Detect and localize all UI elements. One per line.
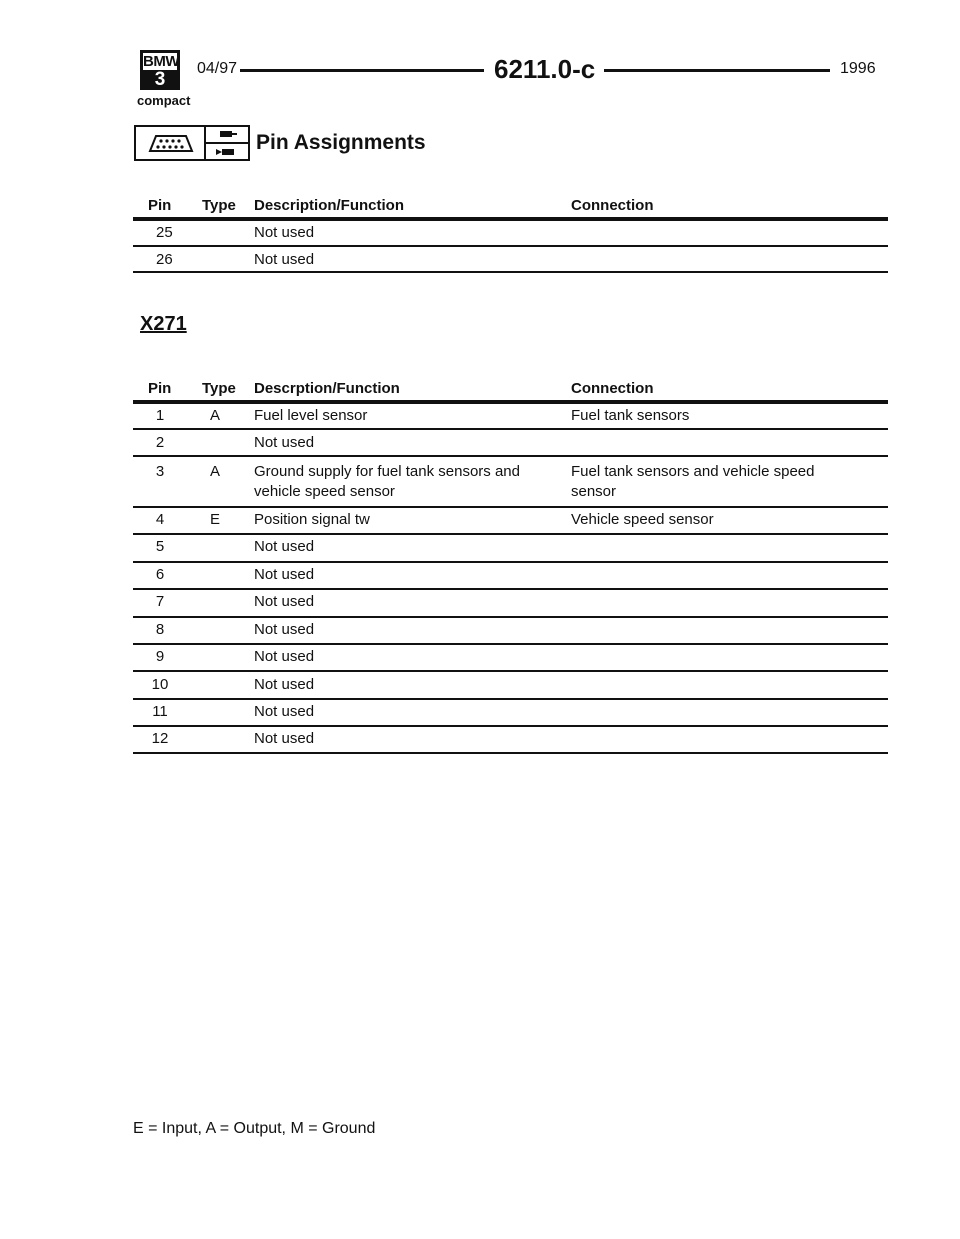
table2-row-rule [133,698,888,700]
header-rule-left [240,69,484,72]
table2-row9-description: Not used [254,648,315,665]
connector-label: X271 [140,313,187,335]
table2-row1-connection: Fuel tank sensors [571,407,690,424]
table2-row6-description: Not used [254,566,315,583]
table1-header-rule [133,217,888,221]
table1-header-type: Type [202,197,236,214]
table2-row4-connection: Vehicle speed sensor [571,511,714,528]
table2-row3-type: A [209,463,220,480]
table2-row-rule [133,643,888,645]
header-date: 04/97 [197,60,238,77]
table2-row-rule [133,752,888,754]
table2-row10-description: Not used [254,676,315,693]
table2-row-rule [133,670,888,672]
table1-row-rule [133,271,888,273]
bmw-3-logo [140,50,180,90]
table2-row6-pin: 6 [155,566,165,583]
header-year: 1996 [840,60,876,77]
pin-connector-icon [206,125,250,161]
table2-row1-description: Fuel level sensor [254,407,368,424]
table2-row-rule [133,533,888,535]
table2-row12-pin: 12 [151,730,169,747]
table1-header-description: Description/Function [254,197,404,214]
table2-row1-pin: 1 [155,407,165,424]
table2-row9-pin: 9 [155,648,165,665]
table2-row2-pin: 2 [155,434,165,451]
table2-row7-description: Not used [254,593,315,610]
document-code: 6211.0-c [494,54,596,84]
table2-header-rule [133,400,888,404]
table2-row-rule [133,725,888,727]
table1-row2-pin: 26 [156,251,173,268]
table2-header-pin: Pin [148,380,172,397]
table2-row11-pin: 11 [152,703,168,720]
table2-row2-description: Not used [254,434,315,451]
table2-row3-description-line2: vehicle speed sensor [254,483,395,500]
table1-header-pin: Pin [148,197,172,214]
table2-row3-connection-line2: sensor [571,483,617,500]
table1-header-connection: Connection [571,197,654,214]
table2-row4-type: E [209,511,220,528]
table2-row-rule [133,455,888,457]
table2-row3-pin: 3 [155,463,165,480]
page-title: Pin Assignments [256,131,426,154]
table1-row-rule [133,245,888,247]
table2-row12-description: Not used [254,730,315,747]
table2-row4-description: Position signal tw [254,511,370,528]
table2-row3-connection-line1: Fuel tank sensors and vehicle speed [571,463,815,480]
table2-row10-pin: 10 [151,676,169,693]
table2-row5-description: Not used [254,538,315,555]
table2-row8-pin: 8 [155,621,165,638]
header-rule-right [604,69,830,72]
table2-header-connection: Connection [571,380,654,397]
table2-row-rule [133,428,888,430]
table2-row1-type: A [209,407,220,424]
table1-row1-description: Not used [254,224,315,241]
table2-row-rule [133,588,888,590]
table2-header-description: Descrption/Function [254,380,400,397]
table2-row-rule [133,616,888,618]
table2-row8-description: Not used [254,621,315,638]
table2-row5-pin: 5 [155,538,165,555]
logo-brand-text: BMW [143,53,179,70]
table1-row1-pin: 25 [156,224,173,241]
table2-row3-description-line1: Ground supply for fuel tank sensors and [254,463,520,480]
logo-series-text: 3 [154,69,166,90]
type-legend: E = Input, A = Output, M = Ground [133,1120,376,1137]
table2-row11-description: Not used [254,703,315,720]
table2-row4-pin: 4 [155,511,165,528]
table2-row-rule [133,561,888,563]
table2-row-rule [133,506,888,508]
table1-row2-description: Not used [254,251,315,268]
connector-plug-icon [134,125,206,161]
table2-row7-pin: 7 [155,593,165,610]
logo-caption: compact [137,93,191,108]
table2-header-type: Type [202,380,236,397]
